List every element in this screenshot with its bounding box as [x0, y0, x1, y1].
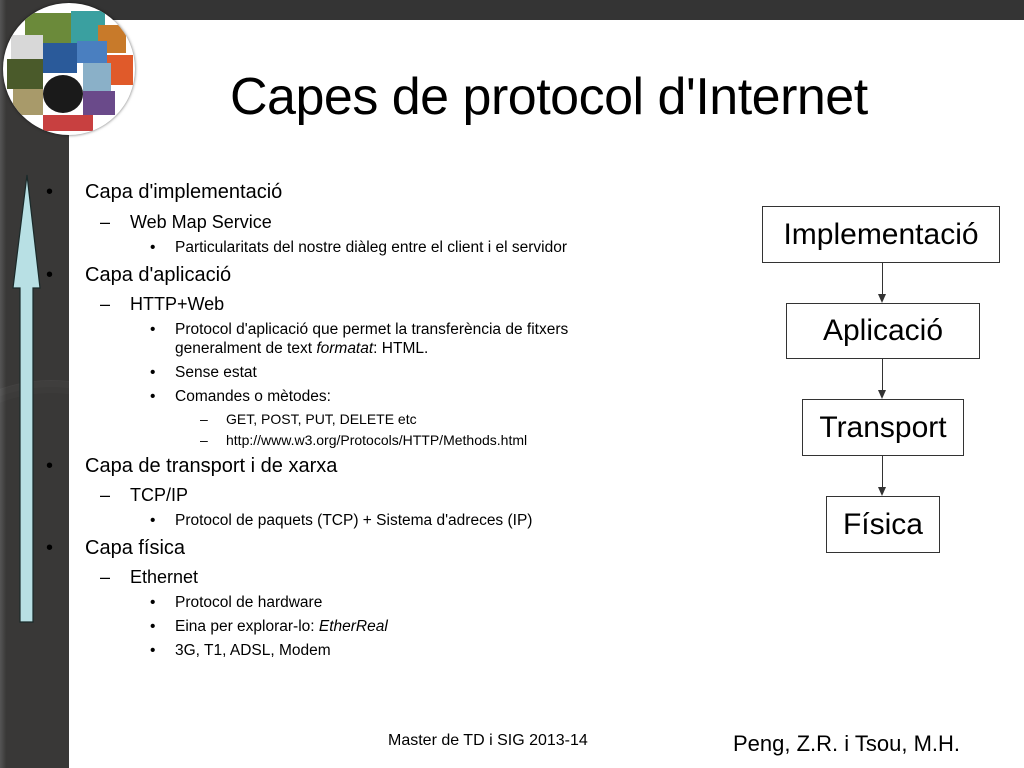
outline-item-level3: Eina per explorar-lo: EtherReal [175, 618, 388, 635]
layer-box-fisica: Física [826, 496, 940, 553]
bullet-marker: • [150, 594, 156, 611]
arrow-down-icon [878, 390, 886, 399]
up-arrow-icon [0, 170, 60, 630]
top-bar [0, 0, 1024, 20]
arrow-down-icon [878, 294, 886, 303]
outline-item-level1: Capa física [85, 537, 186, 559]
connector-line [882, 263, 883, 295]
italic-term: formatat [316, 340, 374, 357]
bullet-marker: • [150, 321, 156, 338]
outline-item-level2: Ethernet [130, 567, 199, 587]
bullet-marker: • [150, 618, 156, 635]
bullet-marker: • [150, 642, 156, 659]
outline-item-level1: Capa d'implementació [85, 181, 283, 203]
outline-item-level3: Sense estat [175, 364, 257, 381]
methods-link[interactable]: http://www.w3.org/Protocols/HTTP/Methods.html [226, 432, 528, 448]
dash-marker: – [100, 212, 111, 232]
outline-item-level3-continuation: generalment de text formatat: HTML. [175, 340, 429, 357]
outline-item-level1: Capa d'aplicació [85, 264, 232, 286]
dash-marker: – [200, 432, 208, 448]
layer-box-aplicacio: Aplicació [786, 303, 980, 359]
footer-course: Master de TD i SIG 2013-14 [388, 732, 588, 749]
outline-item-level3: Particularitats del nostre diàleg entre el client i el servidor [175, 239, 567, 256]
outline-item-level1: Capa de transport i de xarxa [85, 455, 338, 477]
outline-item-level3: Protocol d'aplicació que permet la transferència de fitxers [175, 321, 569, 338]
connector-line [882, 456, 883, 488]
bullet-marker: • [46, 181, 54, 203]
outline-item-level2: TCP/IP [130, 485, 189, 505]
dash-marker: – [200, 411, 208, 427]
italic-term: EtherReal [318, 618, 388, 635]
bullet-marker: • [150, 512, 156, 529]
dash-marker: – [100, 294, 111, 314]
bullet-marker: • [46, 455, 54, 477]
layer-box-implementacio: Implementació [762, 206, 1000, 263]
outline-item-level2: Web Map Service [130, 212, 272, 232]
bullet-marker: • [150, 239, 156, 256]
slide-title: Capes de protocol d'Internet [230, 68, 868, 126]
globe-collage-logo [3, 3, 135, 135]
footer-authors: Peng, Z.R. i Tsou, M.H. [733, 731, 961, 756]
bullet-marker: • [46, 264, 54, 286]
dash-marker: – [100, 567, 111, 587]
outline-item-level2: HTTP+Web [130, 294, 225, 314]
arrow-down-icon [878, 487, 886, 496]
outline-item-level3: 3G, T1, ADSL, Modem [175, 642, 331, 659]
outline-item-level4: GET, POST, PUT, DELETE etc [226, 411, 417, 427]
dash-marker: – [100, 485, 111, 505]
bullet-marker: • [46, 537, 54, 559]
outline-item-level3: Protocol de paquets (TCP) + Sistema d'adreces (IP) [175, 512, 533, 529]
connector-line [882, 359, 883, 391]
bullet-marker: • [150, 364, 156, 381]
bullet-marker: • [150, 388, 156, 405]
layer-box-transport: Transport [802, 399, 964, 456]
outline-item-level3: Comandes o mètodes: [175, 388, 331, 405]
outline-item-level3: Protocol de hardware [175, 594, 323, 611]
